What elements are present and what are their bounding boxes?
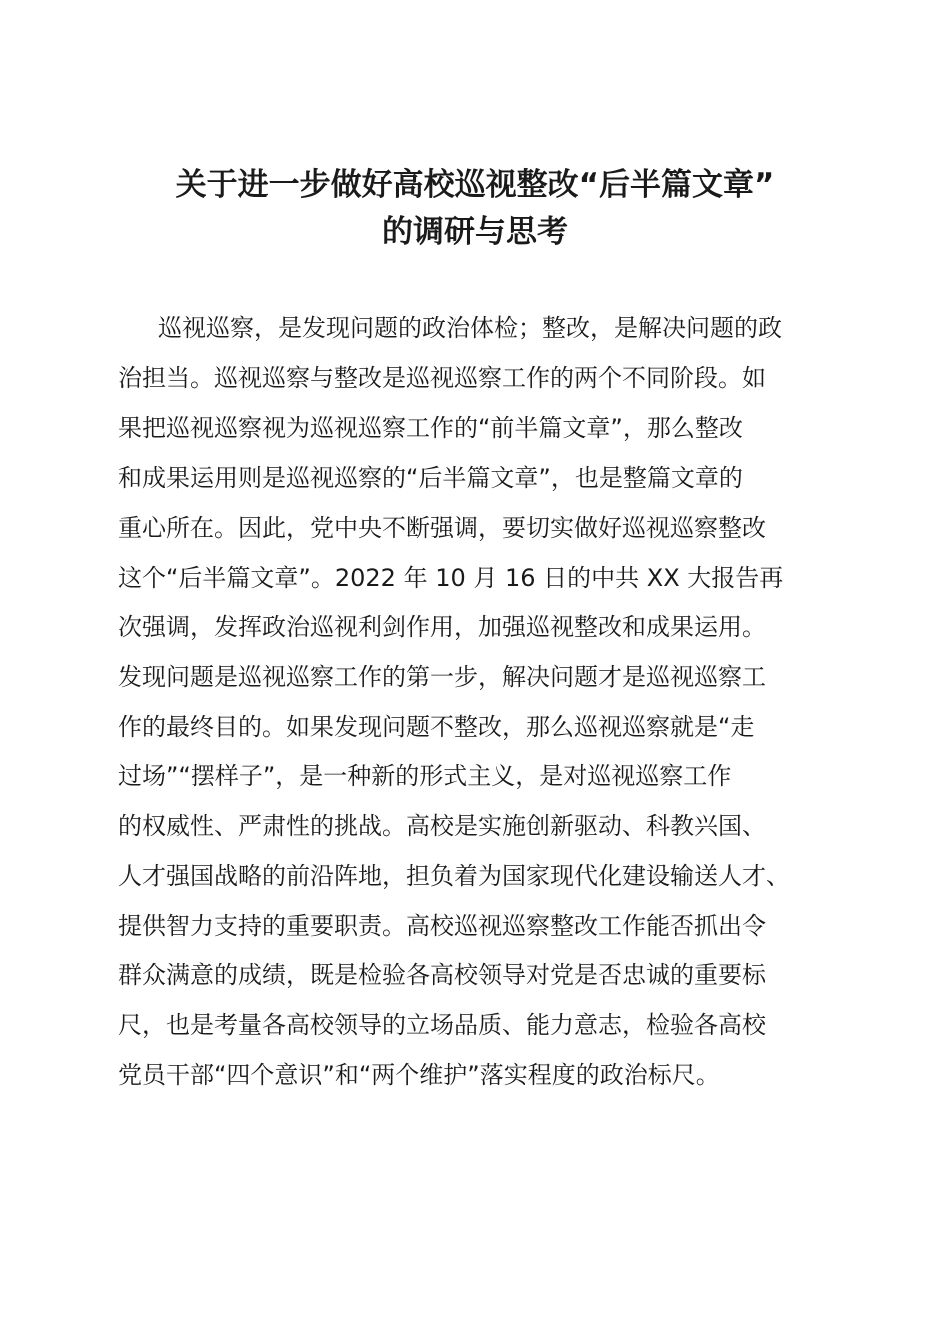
body-line: 党员干部“四个意识”和“两个维护”落实程度的政治标尺。 — [118, 1061, 720, 1089]
document-title-line-1: 关于进一步做好高校巡视整改“后半篇文章” — [175, 167, 775, 203]
document-title-line-2: 的调研与思考 — [382, 214, 568, 250]
body-line: 过场”“摆样子”，是一种新的形式主义，是对巡视巡察工作 — [118, 762, 732, 790]
body-line: 重心所在。因此，党中央不断强调，要切实做好巡视巡察整改 — [118, 514, 766, 542]
body-line: 巡视巡察，是发现问题的政治体检；整改，是解决问题的政 — [158, 314, 782, 342]
body-line: 作的最终目的。如果发现问题不整改，那么巡视巡察就是“走 — [118, 713, 755, 741]
body-line: 果把巡视巡察视为巡视巡察工作的“前半篇文章”，那么整改 — [118, 414, 743, 442]
body-line: 提供智力支持的重要职责。高校巡视巡察整改工作能否抓出令 — [118, 912, 766, 940]
body-line: 的权威性、严肃性的挑战。高校是实施创新驱动、科教兴国、 — [118, 812, 766, 840]
body-line: 尺，也是考量各高校领导的立场品质、能力意志，检验各高校 — [118, 1011, 766, 1039]
body-line: 次强调，发挥政治巡视利剑作用，加强巡视整改和成果运用。 — [118, 613, 766, 641]
body-line: 人才强国战略的前沿阵地，担负着为国家现代化建设输送人才、 — [118, 862, 790, 890]
body-line: 这个“后半篇文章”。2022 年 10 月 16 日的中共 XX 大报告再 — [118, 564, 784, 592]
body-line: 治担当。巡视巡察与整改是巡视巡察工作的两个不同阶段。如 — [118, 364, 766, 392]
body-line: 群众满意的成绩，既是检验各高校领导对党是否忠诚的重要标 — [118, 961, 766, 989]
body-line: 发现问题是巡视巡察工作的第一步，解决问题才是巡视巡察工 — [118, 663, 766, 691]
body-line: 和成果运用则是巡视巡察的“后半篇文章”，也是整篇文章的 — [118, 464, 743, 492]
